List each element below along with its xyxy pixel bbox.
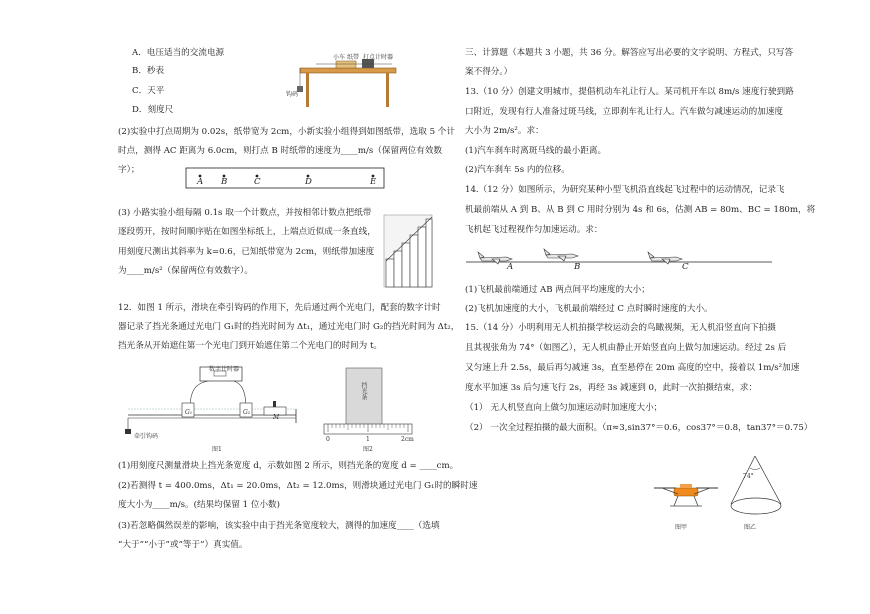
section-header-line1: 三、计算题（本题共 3 小题，共 36 分。解答应写出必要的文字说明、方程式，只写答 (465, 48, 794, 58)
q3-line4: 为____m/s²（保留两位有效数字）。 (118, 266, 253, 276)
digital-timer-label: 数字计时器 (209, 366, 240, 373)
slider-m-label: M (273, 414, 280, 421)
tape-point-c: C (254, 177, 261, 187)
q14-part2: (2)飞机加速度的大小，飞机最前端经过 C 点时瞬时速度的大小。 (465, 304, 713, 314)
plane-point-b: B (574, 262, 581, 272)
q15-line1: 15.（14 分）小明利用无人机拍摄学校运动会的鸟瞰视频，无人机沿竖直向下拍摄 (465, 323, 776, 333)
q2-line3: 字）； (118, 165, 140, 175)
fig-jia-caption: 图甲 (675, 524, 688, 531)
ruler-mark-0: 0 (326, 436, 330, 443)
q15-part2: （2） 一次全过程拍摄的最大面积。（π≈3,sin37°＝0.6，cos37°＝0.8，tan37°＝0.75） (465, 423, 813, 433)
q12-part2b: 度大小为____m/s。(结果均保留 1 位小数) (118, 500, 280, 510)
q15-line2: 且其视张角为 74°（如图乙），无人机由静止开始竖直向上做匀加速运动。经过 2s 后 (465, 343, 787, 353)
option-a: A．电压适当的交流电源 (132, 48, 225, 58)
q13-part2: (2)汽车刹车 5s 内的位移。 (465, 165, 570, 175)
paper-tape-figure (186, 166, 386, 190)
gate-g1-label: G₁ (185, 409, 193, 416)
fig-label-car: 小车 (333, 54, 346, 61)
q13-part1: (1)汽车刹车时离斑马线的最小距离。 (465, 146, 607, 156)
option-c: C．天平 (132, 86, 165, 96)
q3-line1: (3) 小路实验小组每隔 0.1s 取一个计数点，并按相邻计数点把纸带 (118, 208, 372, 218)
hook-weight-label: 牵引钩码 (134, 433, 159, 440)
plane-point-c: C (682, 262, 689, 272)
q14-line3: 飞机起飞过程视作匀加速运动。求： (465, 225, 603, 235)
option-d: D．刻度尺 (132, 105, 174, 115)
q12-line1: 12．如图 1 所示，滑块在牵引钩码的作用下，先后通过两个光电门，配套的数字计时 (118, 303, 441, 313)
q12-line3: 挡光条从开始遮住第一个光电门到开始遮住第二个光电门的时间为 t。 (118, 341, 382, 351)
tape-point-d: D (305, 177, 312, 187)
q13-line1: 13.（10 分）创建文明城市，提倡机动车礼让行人。某司机开车以 8m/s 速度行驶到路 (465, 87, 794, 97)
option-b: B．秒表 (132, 66, 165, 76)
fig-label-tape: 纸带 (347, 54, 360, 61)
q14-line1: 14.（12 分）如图所示，为研究某种小型飞机沿直线起飞过程中的运动情况，记录飞 (465, 185, 785, 195)
q3-line2: 逐段剪开，按时间顺序贴在如图坐标纸上，上端点近似成一条直线， (118, 227, 376, 237)
tape-point-e: E (370, 177, 377, 187)
q2-line1: (2)实验中打点周期为 0.02s，纸带宽为 2cm，小新实验小组得到如图纸带，选取 5 个计 (118, 127, 455, 137)
ruler-mark-1: 1 (366, 436, 370, 443)
tape-point-a: A (197, 177, 204, 187)
q15-line3: 又匀速上升 2.5s，最后再匀减速 3s，直至悬停在 20m 高度的空中，接着以 1m/s²加速 (465, 363, 800, 373)
q15-part1: （1） 无人机竖直向上做匀加速运动时加速度大小； (465, 403, 663, 413)
angle-label: 74° (743, 473, 754, 480)
strip-label: 挡光条 (360, 382, 367, 400)
q12-part3a: (3)若忽略偶然误差的影响，该实验中由于挡光条宽度较大，测得的加速度____（选填 (118, 521, 440, 531)
ruler-figure (322, 366, 414, 442)
gate-g2-label: G₂ (243, 409, 251, 416)
fig-label-weight: 钩码 (286, 91, 299, 98)
q13-line2: 口附近，发现有行人准备过斑马线，立即刹车礼让行人。汽车做匀减速运动的加速度 (465, 107, 783, 117)
q15-line4: 度水平加速 3s 后匀速飞行 2s，再经 3s 减速到 0，此时一次拍摄结束，求： (465, 383, 758, 393)
q13-line3: 大小为 2m/s²。求： (465, 126, 544, 136)
fig-label-timer: 打点计时器 (363, 54, 394, 61)
q12-part1: (1)用刻度尺测量滑块上挡光条宽度 d，示数如图 2 所示，则挡光条的宽度 d = ____cm。 (118, 461, 459, 471)
section-header-line2: 案不得分。） (465, 67, 513, 77)
fig2-caption: 图2 (363, 446, 373, 453)
q14-line2: 机最前端从 A 到 B、从 B 到 C 用时分别为 4s 和 6s，估测 AB = 80m、BC = 180m，将 (465, 205, 816, 215)
plane-point-a: A (507, 262, 514, 272)
drone-figure (652, 482, 720, 512)
q2-line2: 时点，测得 AC 距离为 6.0cm，则打点 B 时纸带的速度为____m/s（保留两位有效数 (118, 146, 443, 156)
q12-part3b: “大于”“小于”或“等于”）真实值。 (118, 540, 248, 550)
q14-part1: (1)飞机最前端通过 AB 两点间平均速度的大小； (465, 285, 650, 295)
q12-part2a: (2)若测得 t = 400.0ms，Δt₁ = 20.0ms，Δt₂ = 12.0ms，则滑块通过光电门 G₁时的瞬时速 (118, 481, 478, 491)
q12-line2: 器记录了挡光条通过光电门 G₁时的挡光时间为 Δt₁，通过光电门时 G₂的挡光时间为 Δt₂， (118, 322, 460, 332)
view-cone-figure (728, 454, 788, 520)
q3-line3: 用刻度尺测出其斜率为 k=0.6，已知纸带宽为 2cm，则纸带加速度 (118, 247, 375, 257)
ruler-mark-2: 2cm (401, 436, 414, 443)
fig-yi-caption: 图乙 (744, 524, 757, 531)
fig1-caption: 图1 (212, 446, 222, 453)
tape-point-b: B (221, 177, 228, 187)
tape-strips-graph (384, 215, 434, 289)
